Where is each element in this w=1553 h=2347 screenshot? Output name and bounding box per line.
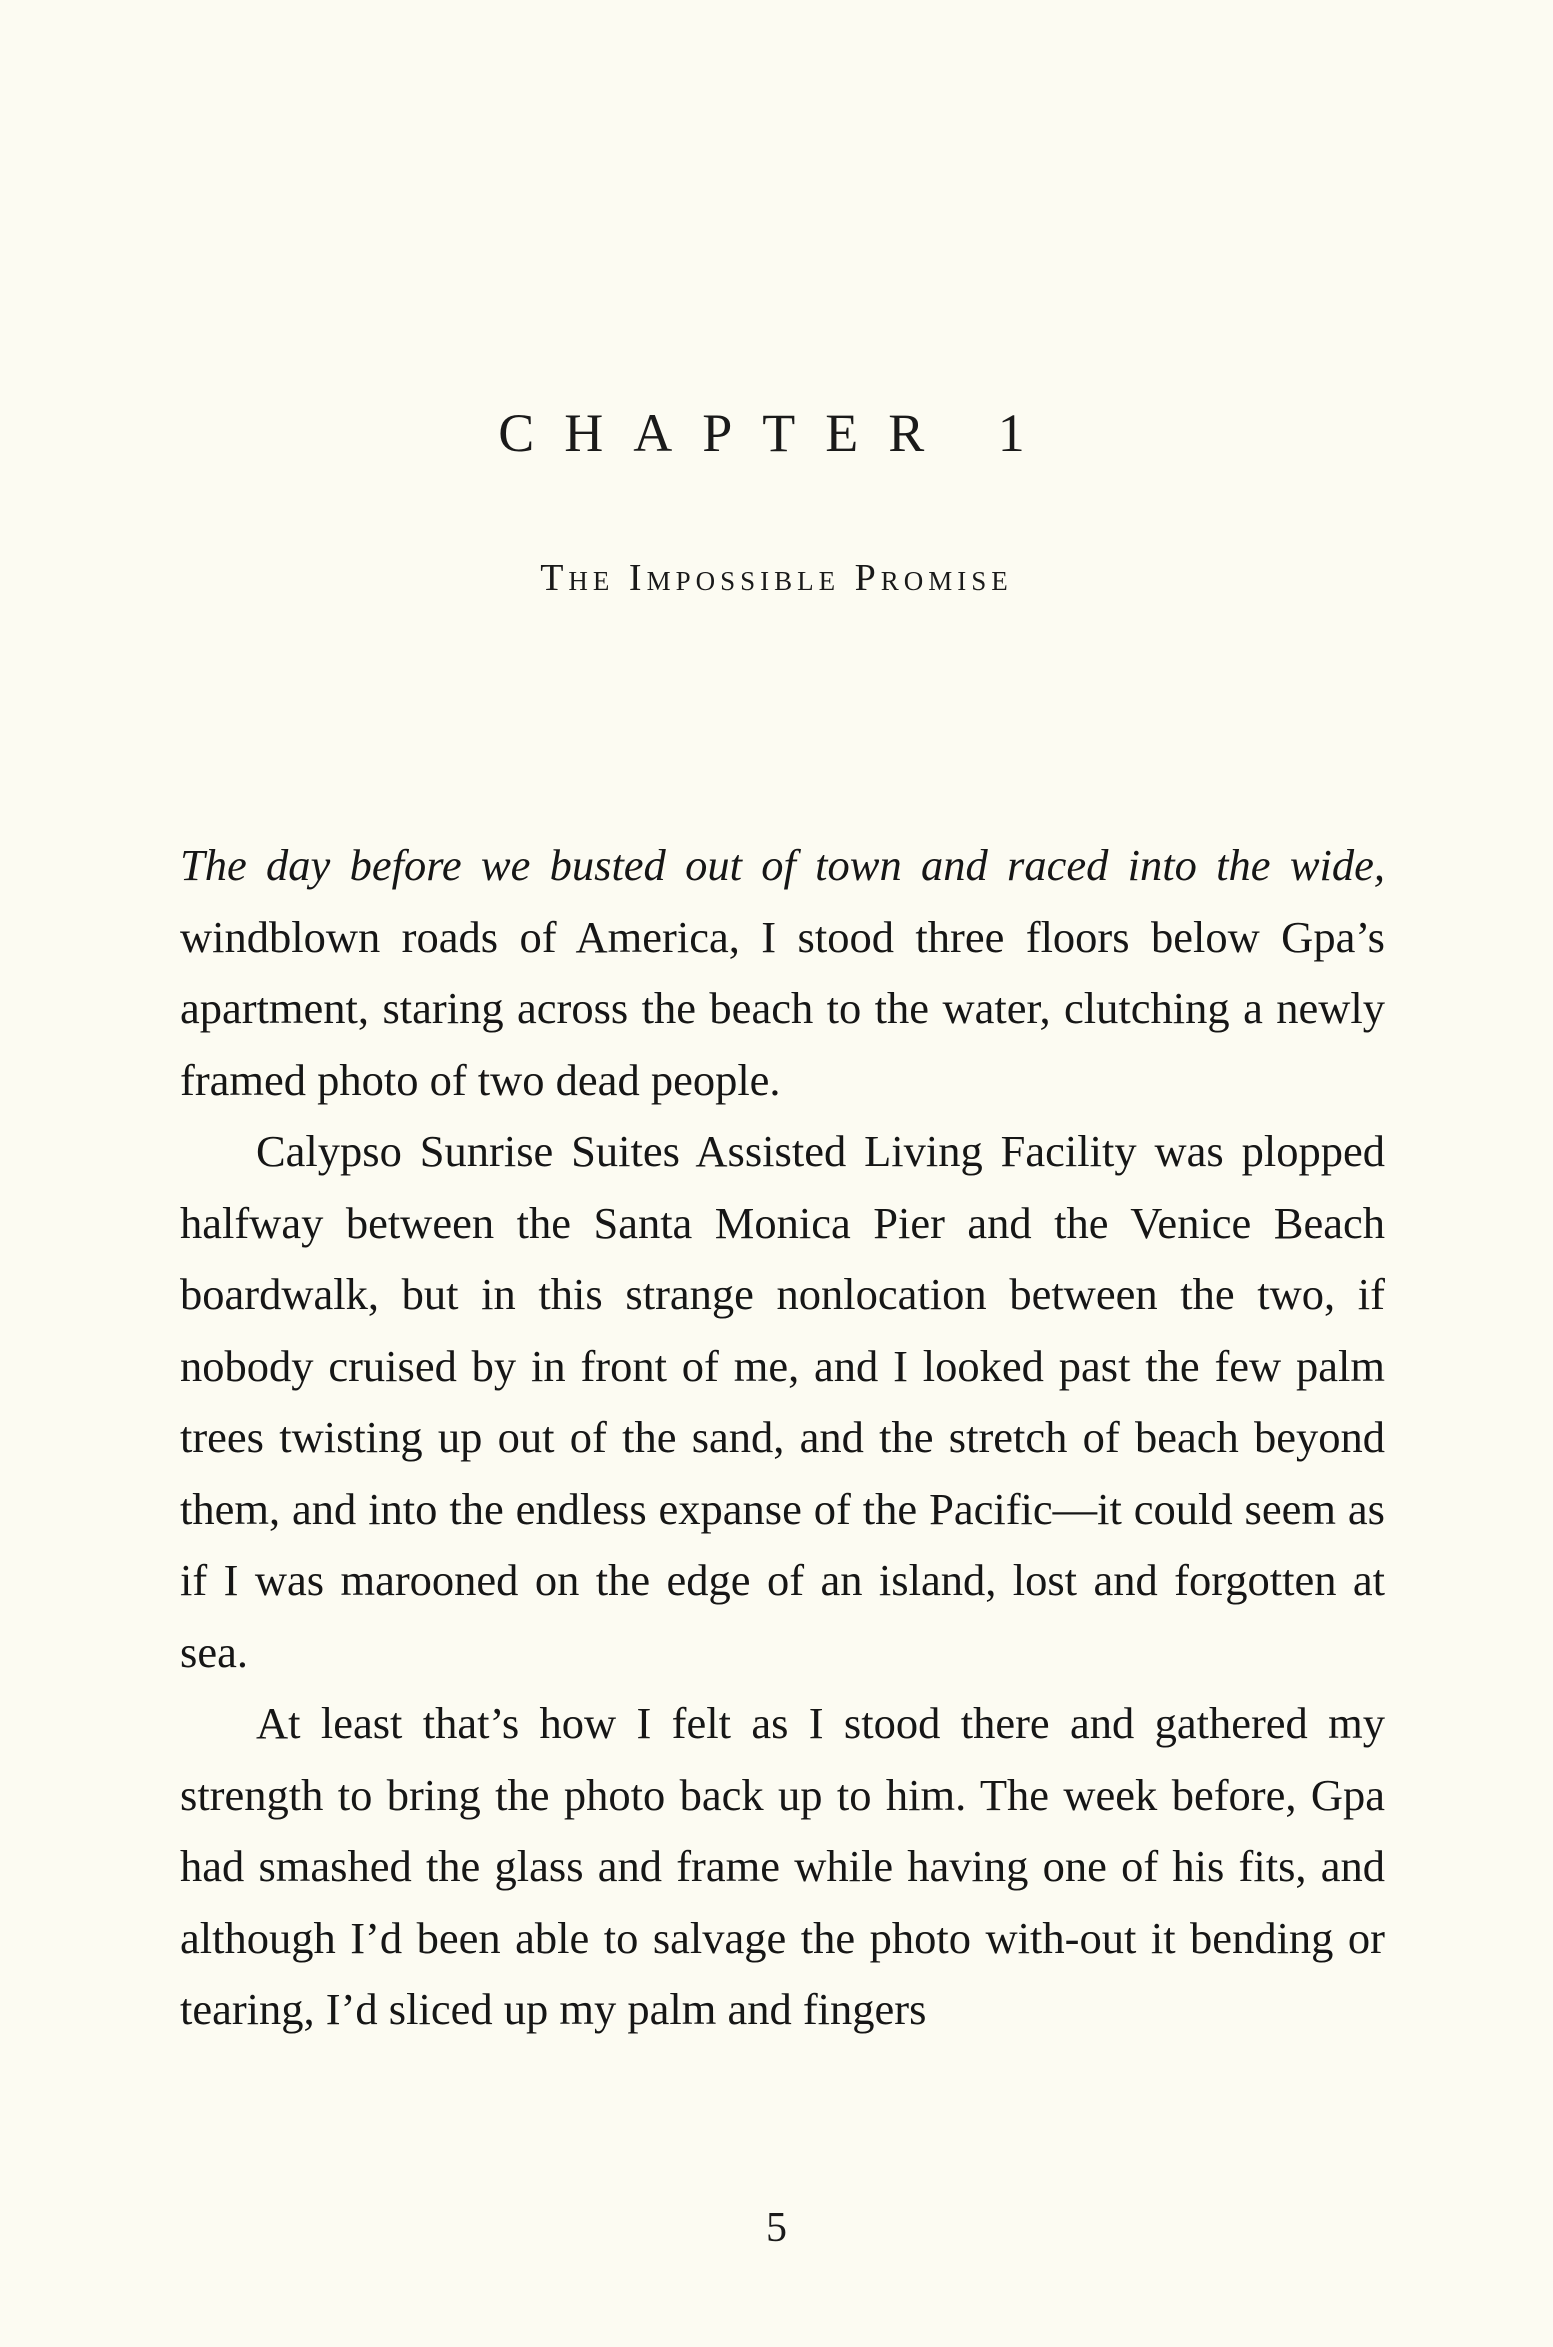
paragraph-1 (180, 830, 1385, 1116)
paragraph-3: At least that’s how I felt as I stood there and gathered my strength to bring the photo back up to him. The week before, Gpa had smashed the glass and frame while having one of his fits, and although I’d been able to salvage the photo with-out it bending or tearing, I’d sliced up my palm and fingers (180, 1698, 1385, 2034)
body-text (180, 830, 1385, 2046)
paragraph-text: windblown roads of America, I stood three floors below Gpa’s apartment, staring across the beach to the water, clutching a newly framed photo of two dead people. (180, 911, 1385, 1105)
paragraph-lead-in: The day before we busted out of town and raced into the wide, (180, 840, 1385, 890)
chapter-heading: CHAPTER 1 (498, 403, 1055, 463)
page-number: 5 (766, 2205, 787, 2251)
paragraph-2: Calypso Sunrise Suites Assisted Living Facility was plopped halfway between the Santa Monica Pier and the Venice Beach boardwalk, but in this strange nonlocation between the two, if nobody cruised by in front of me, and I looked past the few palm trees twisting up out of the sand, and the stretch of beach beyond them, and into the endless expanse of the Pacific—it could seem as if I was marooned on the edge of an island, lost and forgotten at sea. (180, 1126, 1385, 1677)
chapter-title: The Impossible Promise (540, 557, 1013, 599)
